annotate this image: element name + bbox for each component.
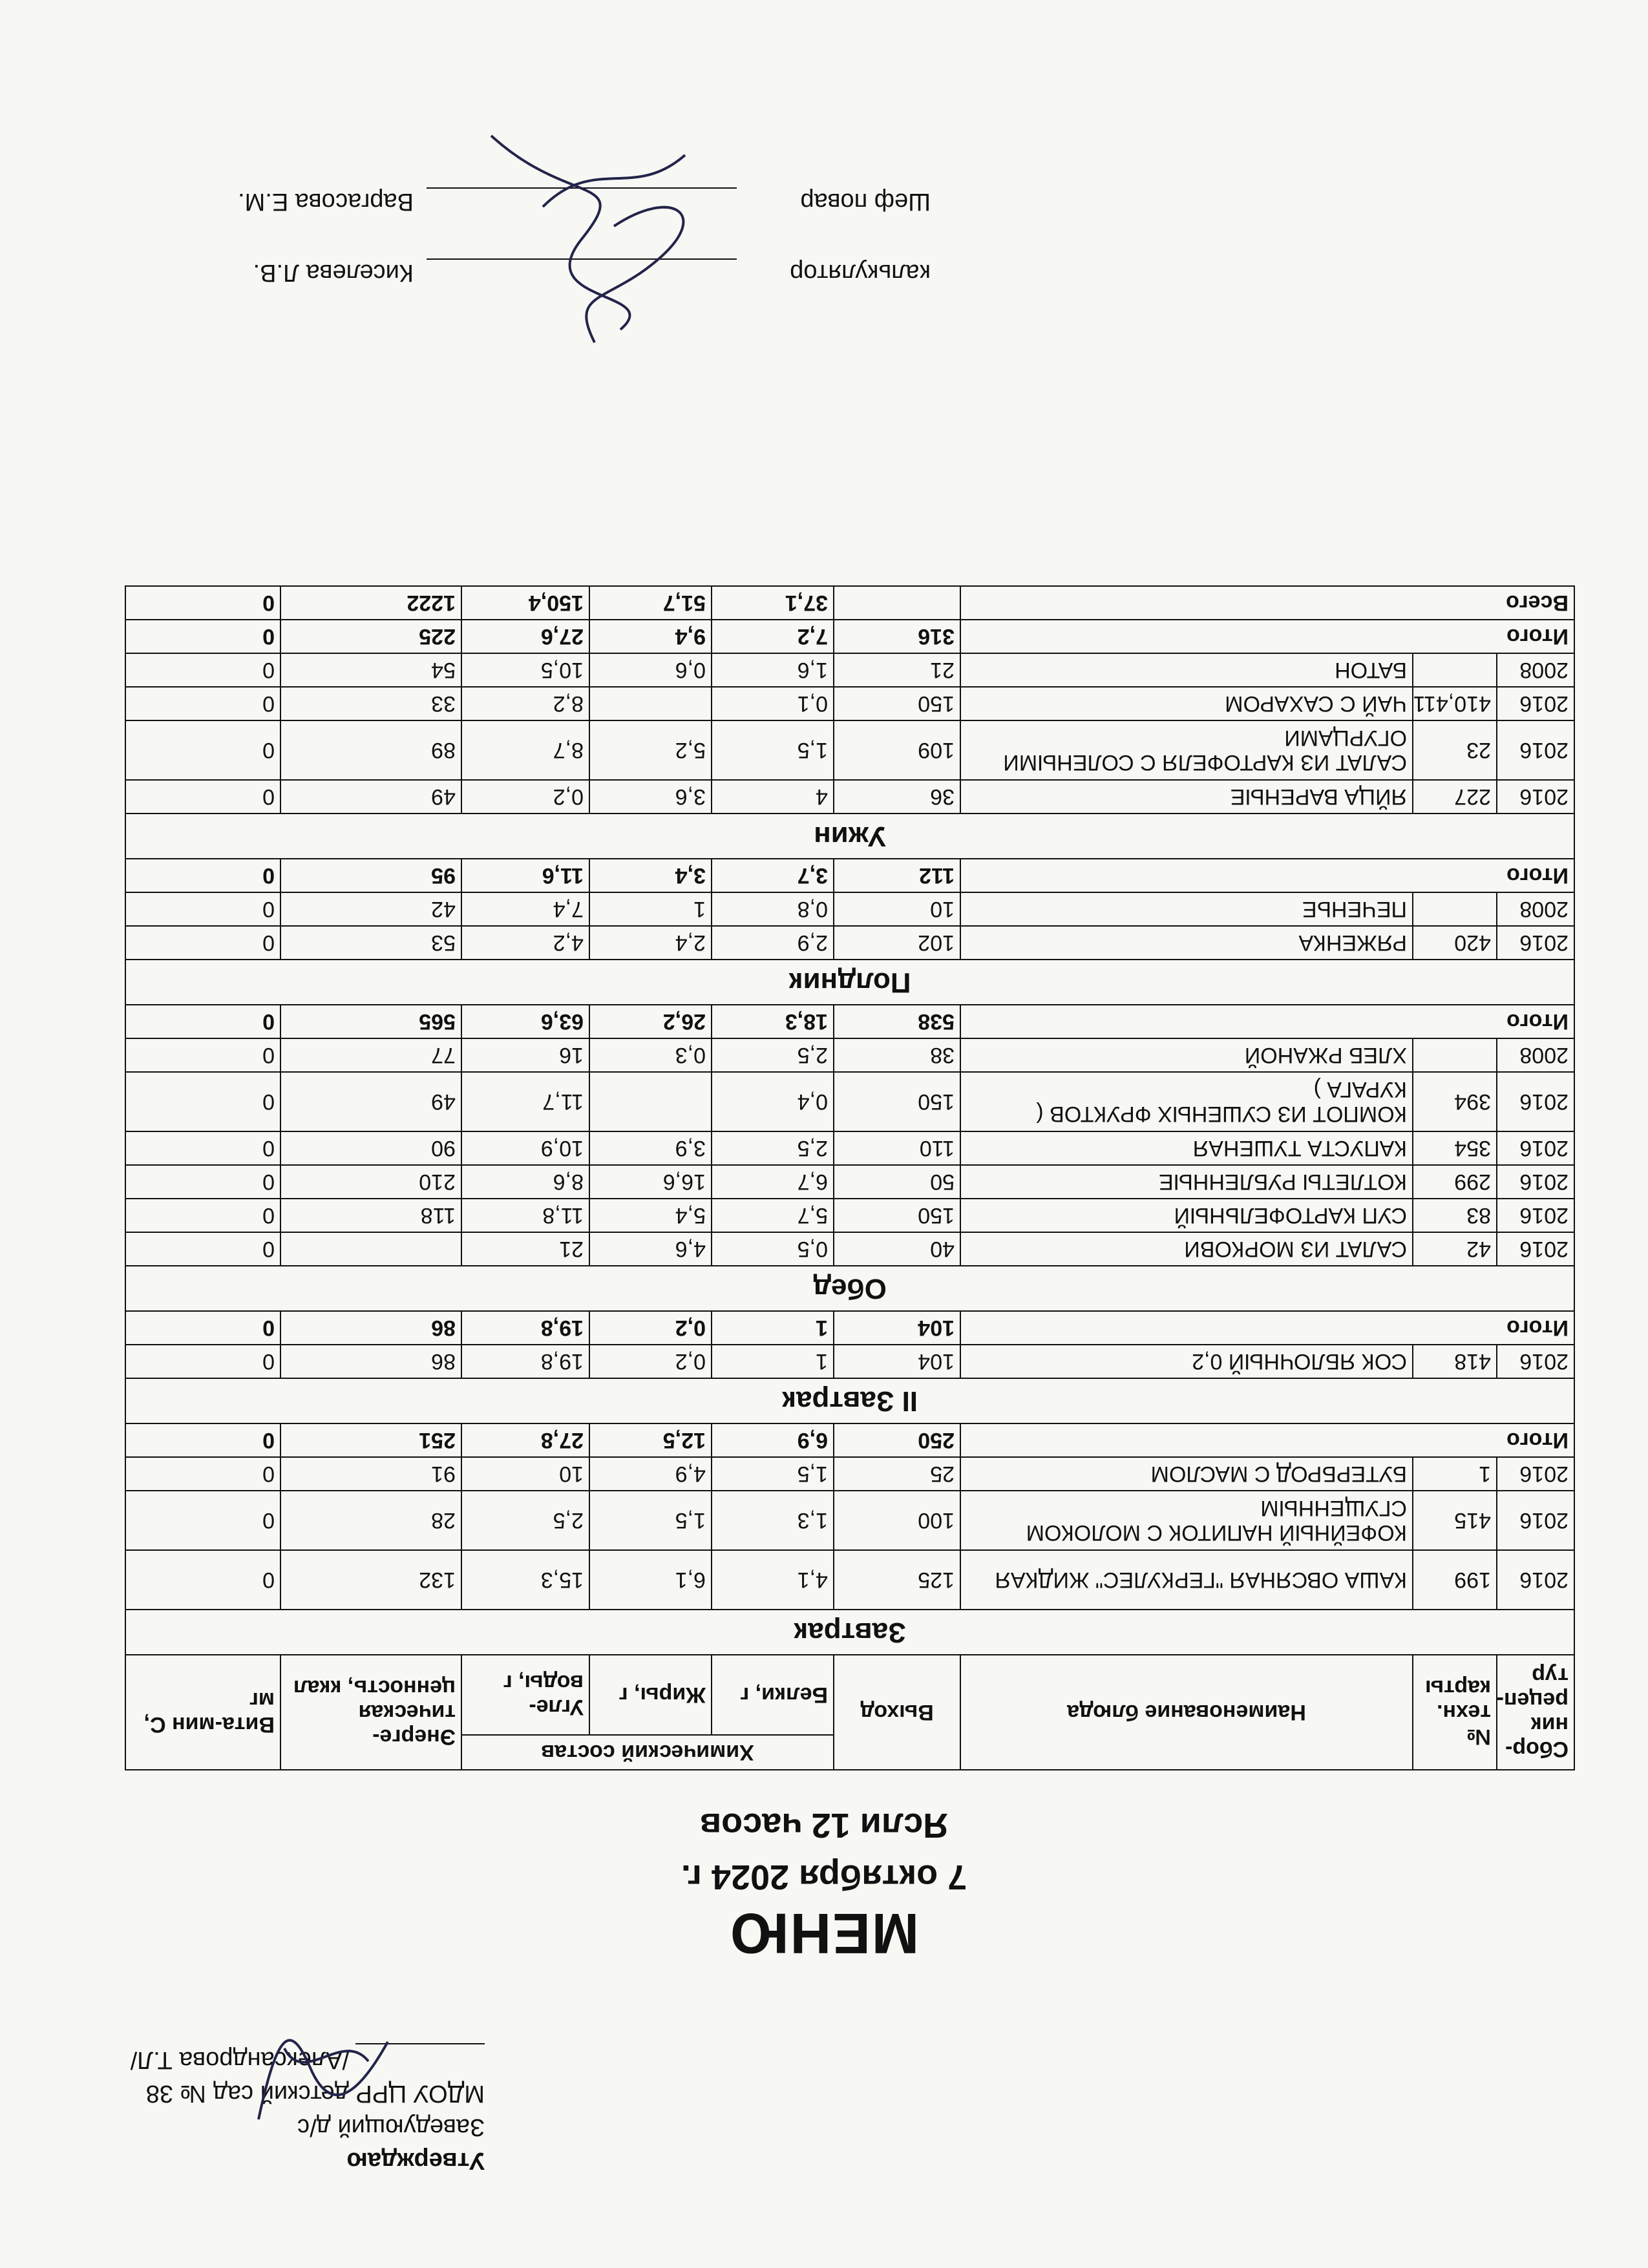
cell-proteins: 4,1 (712, 1550, 834, 1610)
cell-vitamin: 0 (125, 1550, 280, 1610)
section-header-row (125, 960, 1574, 1005)
cell-collection: 2016 (1497, 720, 1574, 780)
total-proteins: 1 (712, 1311, 834, 1345)
cell-fats: 1 (589, 892, 712, 926)
cell-vitamin: 0 (125, 1345, 280, 1378)
section-total-row (125, 859, 1574, 892)
group-name: Ясли 12 часов (700, 1806, 949, 1845)
table-row (125, 1232, 1574, 1266)
section-title: Полдник (125, 960, 1574, 1005)
cell-dish-name: САЛАТ ИЗ МОРКОВИ (960, 1232, 1413, 1266)
cell-output: 102 (834, 926, 960, 960)
cell-fats: 5,4 (589, 1199, 712, 1232)
total-fats: 0,2 (589, 1311, 712, 1345)
cell-energy: 54 (280, 653, 461, 687)
total-energy: 86 (280, 1311, 461, 1345)
total-carbs: 11,6 (461, 859, 589, 892)
cell-dish-name: КОМПОТ ИЗ СУШЕНЫХ ФРУКТОВ ( КУРАГА ) (960, 1072, 1413, 1131)
cell-energy: 89 (280, 720, 461, 780)
header-dish-name: Наименование блюда (960, 1655, 1413, 1770)
signature-name: Варгасова Е.М. (238, 188, 414, 215)
cell-carbs: 8,7 (461, 720, 589, 780)
cell-vitamin: 0 (125, 653, 280, 687)
table-row (125, 1131, 1574, 1165)
table-row (125, 1165, 1574, 1199)
total-proteins: 18,3 (712, 1005, 834, 1038)
cell-carbs: 2,5 (461, 1491, 589, 1550)
total-vitamin: 0 (125, 620, 280, 653)
approval-signatory: /Александрова Т.Л/ (130, 2046, 349, 2074)
grand-total-carbs: 150,4 (461, 586, 589, 620)
cell-collection: 2016 (1497, 1131, 1574, 1165)
section-header-row (125, 1266, 1574, 1311)
section-title: Ужин (125, 814, 1574, 859)
section-header-row (125, 1378, 1574, 1423)
total-label: Итого (960, 1311, 1574, 1345)
header-vitamin: Вита-мин С, мг (125, 1655, 280, 1770)
table-header-row (125, 1735, 1574, 1770)
approval-institution: МДОУ ЦРР детский сад № 38 (145, 2080, 485, 2107)
cell-tech-card (1413, 653, 1497, 687)
cell-fats: 2,4 (589, 926, 712, 960)
cell-vitamin: 0 (125, 1165, 280, 1199)
total-output: 104 (834, 1311, 960, 1345)
grand-total-vitamin: 0 (125, 586, 280, 620)
cell-dish-name: ЯЙЦА ВАРЕНЫЕ (960, 780, 1413, 814)
cell-tech-card: 23 (1413, 720, 1497, 780)
cell-collection: 2016 (1497, 926, 1574, 960)
table-row (125, 1457, 1574, 1491)
cell-proteins: 0,8 (712, 892, 834, 926)
total-carbs: 63,6 (461, 1005, 589, 1038)
cell-output: 40 (834, 1232, 960, 1266)
cell-dish-name: СОК ЯБЛОЧНЫЙ 0,2 (960, 1345, 1413, 1378)
cell-output: 110 (834, 1131, 960, 1165)
cell-fats: 6,1 (589, 1550, 712, 1610)
cell-collection: 2008 (1497, 653, 1574, 687)
cell-vitamin: 0 (125, 1038, 280, 1072)
cell-tech-card: 1 (1413, 1457, 1497, 1491)
cell-carbs: 11,7 (461, 1072, 589, 1131)
cell-collection: 2016 (1497, 1232, 1574, 1266)
cell-output: 100 (834, 1491, 960, 1550)
total-vitamin: 0 (125, 1311, 280, 1345)
cell-fats: 1,5 (589, 1491, 712, 1550)
approval-heading: Утверждаю (346, 2147, 485, 2174)
table-row (125, 687, 1574, 720)
cell-vitamin: 0 (125, 780, 280, 814)
cell-dish-name: БУТЕРБРОД С МАСЛОМ (960, 1457, 1413, 1491)
cell-energy: 33 (280, 687, 461, 720)
section-title: Обед (125, 1266, 1574, 1311)
header-output: Выход (834, 1655, 960, 1770)
total-fats: 12,5 (589, 1423, 712, 1457)
section-title: II Завтрак (125, 1378, 1574, 1423)
cell-tech-card (1413, 892, 1497, 926)
cell-carbs: 8,2 (461, 687, 589, 720)
cell-carbs: 15,3 (461, 1550, 589, 1610)
cell-fats: 4,9 (589, 1457, 712, 1491)
cell-tech-card: 410,411 (1413, 687, 1497, 720)
cell-dish-name: КОТЛЕТЫ РУБЛЕННЫЕ (960, 1165, 1413, 1199)
cell-proteins: 1,5 (712, 1457, 834, 1491)
total-fats: 26,2 (589, 1005, 712, 1038)
section-header-row (125, 814, 1574, 859)
cell-dish-name: РЯЖЕНКА (960, 926, 1413, 960)
total-fats: 9,4 (589, 620, 712, 653)
header-chemical: Химический состав (461, 1735, 834, 1770)
cell-collection: 2016 (1497, 1165, 1574, 1199)
cell-carbs: 7,4 (461, 892, 589, 926)
table-row (125, 720, 1574, 780)
section-total-row (125, 1005, 1574, 1038)
signatures-block (220, 187, 931, 330)
cell-tech-card: 394 (1413, 1072, 1497, 1131)
cell-proteins: 2,5 (712, 1131, 834, 1165)
cell-tech-card: 299 (1413, 1165, 1497, 1199)
cell-vitamin: 0 (125, 1199, 280, 1232)
section-total-row (125, 1423, 1574, 1457)
cell-vitamin: 0 (125, 1491, 280, 1550)
total-output: 250 (834, 1423, 960, 1457)
document-title: МЕНЮ (728, 1902, 920, 1966)
header-carbs: Угле-воды, г (461, 1655, 589, 1735)
cell-proteins: 1,6 (712, 653, 834, 687)
signature-role: калькулятор (790, 259, 931, 286)
cell-proteins: 6,7 (712, 1165, 834, 1199)
cell-collection: 2016 (1497, 687, 1574, 720)
table-row (125, 1072, 1574, 1131)
cell-fats (589, 687, 712, 720)
table-row (125, 926, 1574, 960)
cell-collection: 2016 (1497, 1457, 1574, 1491)
cell-energy: 53 (280, 926, 461, 960)
cell-carbs: 0,2 (461, 780, 589, 814)
cell-dish-name: СУП КАРТОФЕЛЬНЫЙ (960, 1199, 1413, 1232)
header-fats: Жиры, г (589, 1655, 712, 1735)
cell-energy: 42 (280, 892, 461, 926)
cell-carbs: 10 (461, 1457, 589, 1491)
total-output: 316 (834, 620, 960, 653)
total-output: 112 (834, 859, 960, 892)
grand-total-proteins: 37,1 (712, 586, 834, 620)
cell-vitamin: 0 (125, 720, 280, 780)
title-block (0, 1804, 1648, 1964)
cell-vitamin: 0 (125, 1131, 280, 1165)
cell-collection: 2008 (1497, 1038, 1574, 1072)
header-energy: Энерге-тическая ценность, ккал (280, 1655, 461, 1770)
cell-proteins: 0,1 (712, 687, 834, 720)
cell-dish-name: КОФЕЙНЫЙ НАПИТОК С МОЛОКОМ СГУЩЕННЫМ (960, 1491, 1413, 1550)
total-label: Итого (960, 1005, 1574, 1038)
table-row (125, 1199, 1574, 1232)
total-output: 538 (834, 1005, 960, 1038)
cell-tech-card: 83 (1413, 1199, 1497, 1232)
header-tech-card: № техн. карты (1413, 1655, 1497, 1770)
cell-fats: 0,2 (589, 1345, 712, 1378)
total-energy: 225 (280, 620, 461, 653)
total-carbs: 19,8 (461, 1311, 589, 1345)
cell-energy: 90 (280, 1131, 461, 1165)
cell-collection: 2016 (1497, 1199, 1574, 1232)
cell-output: 36 (834, 780, 960, 814)
cell-fats: 16,6 (589, 1165, 712, 1199)
cell-tech-card: 420 (1413, 926, 1497, 960)
cell-proteins: 1 (712, 1345, 834, 1378)
cell-dish-name: ЧАЙ С САХАРОМ (960, 687, 1413, 720)
cell-carbs: 21 (461, 1232, 589, 1266)
cell-tech-card: 199 (1413, 1550, 1497, 1610)
cell-fats: 5,2 (589, 720, 712, 780)
handwritten-signature-scribble (427, 123, 763, 368)
section-title: Завтрак (125, 1610, 1574, 1655)
cell-fats: 3,9 (589, 1131, 712, 1165)
cell-fats: 0,6 (589, 653, 712, 687)
cell-energy: 49 (280, 780, 461, 814)
cell-tech-card: 418 (1413, 1345, 1497, 1378)
cell-carbs: 4,2 (461, 926, 589, 960)
cell-output: 25 (834, 1457, 960, 1491)
grand-total-label: Всего (960, 586, 1574, 620)
cell-output: 150 (834, 1072, 960, 1131)
cell-fats (589, 1072, 712, 1131)
total-proteins: 3,7 (712, 859, 834, 892)
cell-dish-name: КАПУСТА ТУШЕНАЯ (960, 1131, 1413, 1165)
cell-tech-card: 415 (1413, 1491, 1497, 1550)
table-row (125, 1550, 1574, 1610)
cell-fats: 0,3 (589, 1038, 712, 1072)
cell-carbs: 10,9 (461, 1131, 589, 1165)
cell-proteins: 2,5 (712, 1038, 834, 1072)
cell-tech-card: 354 (1413, 1131, 1497, 1165)
cell-vitamin: 0 (125, 687, 280, 720)
cell-carbs: 8,6 (461, 1165, 589, 1199)
table-row (125, 892, 1574, 926)
cell-carbs: 11,8 (461, 1199, 589, 1232)
total-proteins: 7,2 (712, 620, 834, 653)
cell-vitamin: 0 (125, 926, 280, 960)
approval-signature-scribble (239, 2010, 407, 2139)
cell-energy: 118 (280, 1199, 461, 1232)
cell-output: 10 (834, 892, 960, 926)
cell-output: 125 (834, 1550, 960, 1610)
cell-fats: 4,6 (589, 1232, 712, 1266)
cell-proteins: 1,5 (712, 720, 834, 780)
cell-collection: 2016 (1497, 1072, 1574, 1131)
cell-energy: 49 (280, 1072, 461, 1131)
cell-proteins: 0,5 (712, 1232, 834, 1266)
cell-vitamin: 0 (125, 1457, 280, 1491)
total-label: Итого (960, 620, 1574, 653)
cell-proteins: 0,4 (712, 1072, 834, 1131)
cell-output: 104 (834, 1345, 960, 1378)
total-vitamin: 0 (125, 1005, 280, 1038)
cell-output: 38 (834, 1038, 960, 1072)
section-total-row (125, 620, 1574, 653)
approval-block (71, 2043, 485, 2178)
total-carbs: 27,6 (461, 620, 589, 653)
grand-total-output (834, 586, 960, 620)
section-header-row (125, 1610, 1574, 1655)
cell-collection: 2016 (1497, 1345, 1574, 1378)
menu-table (125, 585, 1575, 1770)
total-label: Итого (960, 859, 1574, 892)
cell-output: 109 (834, 720, 960, 780)
cell-dish-name: БАТОН (960, 653, 1413, 687)
cell-tech-card (1413, 1038, 1497, 1072)
cell-carbs: 10,5 (461, 653, 589, 687)
approval-position: Заведующий д/с (297, 2114, 485, 2141)
cell-energy: 132 (280, 1550, 461, 1610)
cell-carbs: 16 (461, 1038, 589, 1072)
cell-collection: 2016 (1497, 1550, 1574, 1610)
cell-energy: 86 (280, 1345, 461, 1378)
cell-output: 50 (834, 1165, 960, 1199)
cell-tech-card: 227 (1413, 780, 1497, 814)
table-row (125, 1491, 1574, 1550)
cell-proteins: 4 (712, 780, 834, 814)
total-energy: 251 (280, 1423, 461, 1457)
grand-total-fats: 51,7 (589, 586, 712, 620)
section-total-row (125, 1311, 1574, 1345)
cell-vitamin: 0 (125, 892, 280, 926)
menu-body (125, 586, 1574, 1655)
cell-energy (280, 1232, 461, 1266)
cell-energy: 91 (280, 1457, 461, 1491)
cell-dish-name: ПЕЧЕНЬЕ (960, 892, 1413, 926)
cell-proteins: 5,7 (712, 1199, 834, 1232)
total-vitamin: 0 (125, 1423, 280, 1457)
cell-fats: 3,6 (589, 780, 712, 814)
header-collection: Сбор-ник рецеп-тур (1497, 1655, 1574, 1770)
total-carbs: 27,8 (461, 1423, 589, 1457)
cell-collection: 2016 (1497, 780, 1574, 814)
total-label: Итого (960, 1423, 1574, 1457)
table-row (125, 1038, 1574, 1072)
table-row (125, 653, 1574, 687)
total-proteins: 6,9 (712, 1423, 834, 1457)
cell-dish-name: САЛАТ ИЗ КАРТОФЕЛЯ С СОЛЕНЫМИ ОГУРЦАМИ (960, 720, 1413, 780)
cell-dish-name: ХЛЕБ РЖАНОЙ (960, 1038, 1413, 1072)
total-fats: 3,4 (589, 859, 712, 892)
total-energy: 565 (280, 1005, 461, 1038)
cell-energy: 28 (280, 1491, 461, 1550)
header-proteins: Белки, г (712, 1655, 834, 1735)
total-energy: 95 (280, 859, 461, 892)
total-vitamin: 0 (125, 859, 280, 892)
table-row (125, 1345, 1574, 1378)
cell-output: 21 (834, 653, 960, 687)
table-row (125, 780, 1574, 814)
cell-tech-card: 42 (1413, 1232, 1497, 1266)
document-date: 7 октября 2024 г. (681, 1858, 967, 1896)
cell-collection: 2008 (1497, 892, 1574, 926)
cell-vitamin: 0 (125, 1072, 280, 1131)
signature-role: Шеф повар (800, 188, 931, 215)
cell-vitamin: 0 (125, 1232, 280, 1266)
cell-carbs: 19,8 (461, 1345, 589, 1378)
cell-output: 150 (834, 687, 960, 720)
signature-name: Киселева Л.В. (253, 259, 414, 286)
cell-energy: 77 (280, 1038, 461, 1072)
cell-proteins: 2,9 (712, 926, 834, 960)
grand-total-energy: 1222 (280, 586, 461, 620)
grand-total-row (125, 586, 1574, 620)
cell-proteins: 1,3 (712, 1491, 834, 1550)
cell-energy: 210 (280, 1165, 461, 1199)
cell-collection: 2016 (1497, 1491, 1574, 1550)
cell-output: 150 (834, 1199, 960, 1232)
cell-dish-name: КАША ОВСЯНАЯ "ГЕРКУЛЕС" ЖИДКАЯ (960, 1550, 1413, 1610)
